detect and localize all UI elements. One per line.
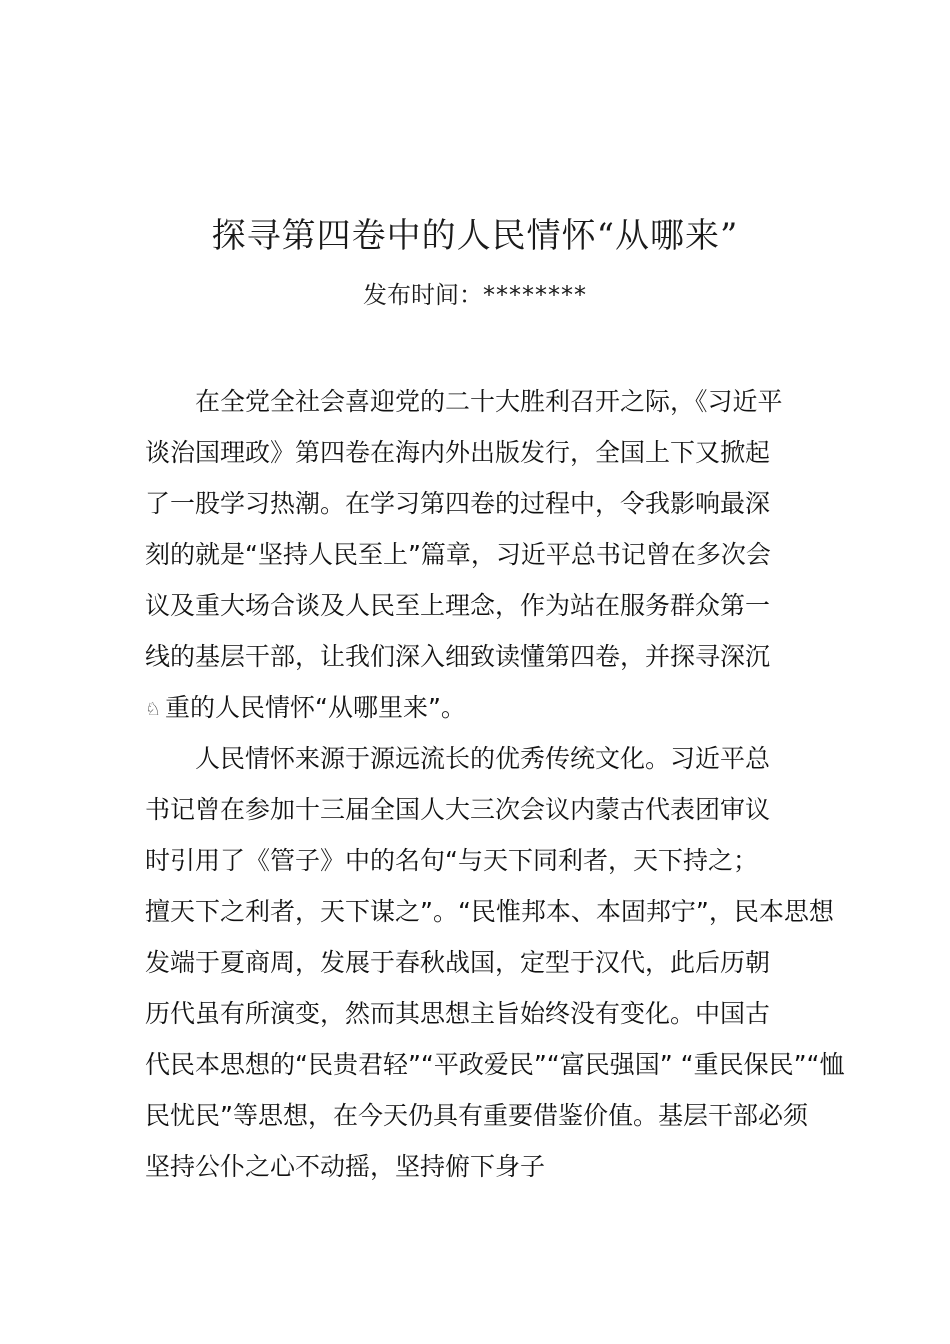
paragraph-line: 擅天下之利者，天下谋之”。“民惟邦本、本固邦宁”，民本思想 bbox=[145, 897, 834, 926]
paragraph-line: 了一股学习热潮。在学习第四卷的过程中，令我影响最深 bbox=[145, 489, 771, 518]
paragraph-line: 刻的就是“坚持人民至上”篇章，习近平总书记曾在多次会 bbox=[145, 540, 771, 569]
document-title: 探寻第四卷中的人民情怀“从哪来” bbox=[211, 216, 739, 256]
paragraph-1 bbox=[145, 376, 795, 733]
paragraph-line: 议及重大场合谈及人民至上理念，作为站在服务群众第一 bbox=[145, 591, 771, 620]
paragraph-line-text: 重的人民情怀“从哪里来”。 bbox=[165, 693, 466, 722]
stray-glyph-icon: ♘ bbox=[145, 699, 162, 720]
paragraph-line: 在全党全社会喜迎党的二十大胜利召开之际，《习近平 bbox=[195, 387, 783, 416]
paragraph-line: 谈治国理政》第四卷在海内外出版发行，全国上下又掀起 bbox=[145, 438, 771, 467]
paragraph-line: 线的基层干部，让我们深入细致读懂第四卷，并探寻深沉 bbox=[145, 642, 771, 671]
paragraph-2 bbox=[145, 733, 845, 1192]
paragraph-line: 民忧民”等思想，在今天仍具有重要借鉴价值。基层干部必须 bbox=[145, 1101, 808, 1130]
paragraph-line-last bbox=[145, 682, 795, 733]
publish-date-value: ******** bbox=[483, 281, 587, 309]
article-body bbox=[145, 376, 845, 1192]
publish-date-label: 发布时间： bbox=[363, 281, 483, 309]
paragraph-line: 坚持公仆之心不动摇，坚持俯下身子 bbox=[145, 1152, 546, 1181]
paragraph-line: 历代虽有所演变，然而其思想主旨始终没有变化。中国古 bbox=[145, 999, 771, 1028]
paragraph-line: 书记曾在参加十三届全国人大三次会议内蒙古代表团审议 bbox=[145, 795, 771, 824]
paragraph-line: 代民本思想的“民贵君轻”“平政爱民”“富民强国” “重民保民”“恤 bbox=[145, 1050, 845, 1079]
paragraph-line: 发端于夏商周，发展于春秋战国，定型于汉代，此后历朝 bbox=[145, 948, 771, 977]
publish-date bbox=[0, 278, 950, 312]
paragraph-line: 人民情怀来源于源远流长的优秀传统文化。习近平总 bbox=[195, 744, 771, 773]
paragraph-line: 时引用了《管子》中的名句“与天下同利者，天下持之； bbox=[145, 846, 758, 875]
